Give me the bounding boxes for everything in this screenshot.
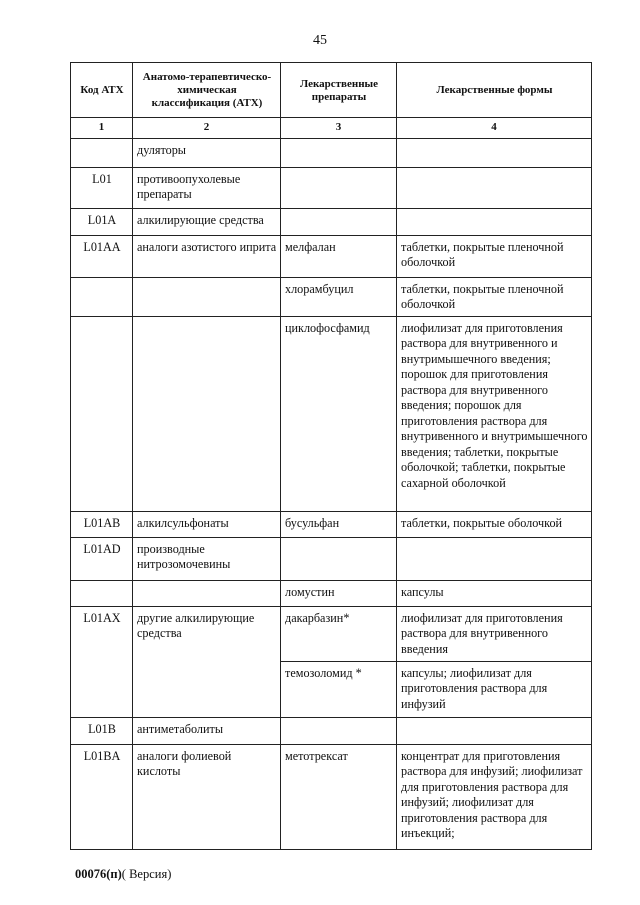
- classification-cell: противоопухолевые препараты: [133, 167, 281, 208]
- column-numbers-row: [71, 118, 592, 139]
- atx-code-cell: L01A: [71, 208, 133, 235]
- drug-cell: циклофосфамид: [281, 316, 397, 511]
- classification-cell: другие алкилирующие средства: [133, 606, 281, 717]
- atx-code-cell: L01BA: [71, 744, 133, 849]
- form-cell: [397, 167, 592, 208]
- drug-cell: хлорамбуцил: [281, 277, 397, 316]
- form-cell: таблетки, покрытые пленочной оболочкой: [397, 235, 592, 277]
- table-row: [71, 277, 592, 316]
- atx-code-cell: [71, 138, 133, 167]
- document-footer: [75, 867, 171, 882]
- atx-table: [70, 62, 592, 850]
- classification-cell: [133, 277, 281, 316]
- atx-code-cell: L01AA: [71, 235, 133, 277]
- atx-code-cell: L01B: [71, 717, 133, 744]
- form-cell: [397, 717, 592, 744]
- classification-cell: алкилирующие средства: [133, 208, 281, 235]
- drug-cell: дакарбазин*: [281, 606, 397, 661]
- table-row: [71, 580, 592, 606]
- drug-cell: [281, 717, 397, 744]
- classification-cell: [133, 580, 281, 606]
- column-number: 3: [281, 118, 397, 139]
- form-cell: лиофилизат для приготовления раствора для внутривенного и внутримышечного введения; порошок для приготовления раствора для внутривенного введения; порошок для приготовления раствора для внутривенного и внутримышечного введения; таблетки, покрытые оболочкой; таблетки, покрытые сахарной оболочкой: [397, 316, 592, 511]
- header-drugs: Лекарственные препараты: [281, 63, 397, 118]
- form-cell: [397, 537, 592, 580]
- column-number: 2: [133, 118, 281, 139]
- classification-cell: [133, 316, 281, 511]
- form-cell: капсулы; лиофилизат для приготовления раствора для инфузий: [397, 661, 592, 717]
- drug-cell: ломустин: [281, 580, 397, 606]
- classification-cell: аналоги азотистого иприта: [133, 235, 281, 277]
- atx-code-cell: L01AX: [71, 606, 133, 717]
- table-row: [71, 537, 592, 580]
- drug-cell: [281, 138, 397, 167]
- form-cell: концентрат для приготовления раствора для инфузий; лиофилизат для приготовления раствора для инфузий; лиофилизат для приготовления раствора для инъекций;: [397, 744, 592, 849]
- drug-cell: метотрексат: [281, 744, 397, 849]
- form-cell: [397, 138, 592, 167]
- form-cell: таблетки, покрытые пленочной оболочкой: [397, 277, 592, 316]
- header-classification: Анатомо-терапевтическо-химическая классификация (АТХ): [133, 63, 281, 118]
- header-code: Код АТХ: [71, 63, 133, 118]
- table-row: [71, 208, 592, 235]
- table-row: [71, 606, 592, 661]
- form-cell: таблетки, покрытые оболочкой: [397, 511, 592, 537]
- drug-cell: бусульфан: [281, 511, 397, 537]
- classification-cell: антиметаболиты: [133, 717, 281, 744]
- form-cell: [397, 208, 592, 235]
- classification-cell: аналоги фолиевой кислоты: [133, 744, 281, 849]
- table-row: [71, 167, 592, 208]
- header-forms: Лекарственные формы: [397, 63, 592, 118]
- table-row: [71, 138, 592, 167]
- column-number: 4: [397, 118, 592, 139]
- drug-cell: темозоломид *: [281, 661, 397, 717]
- atx-code-cell: [71, 580, 133, 606]
- table-row: [71, 511, 592, 537]
- classification-cell: производные нитрозомочевины: [133, 537, 281, 580]
- drug-cell: [281, 167, 397, 208]
- classification-cell: дуляторы: [133, 138, 281, 167]
- drug-cell: [281, 537, 397, 580]
- table-row: [71, 235, 592, 277]
- table-row: [71, 717, 592, 744]
- table-header-row: [71, 63, 592, 118]
- document-version: ( Версия): [121, 867, 172, 881]
- atx-code-cell: L01: [71, 167, 133, 208]
- atx-code-cell: [71, 316, 133, 511]
- page-number: 45: [313, 33, 327, 48]
- atx-code-cell: [71, 277, 133, 316]
- form-cell: капсулы: [397, 580, 592, 606]
- table-row: [71, 744, 592, 849]
- column-number: 1: [71, 118, 133, 139]
- table-row: [71, 316, 592, 511]
- drug-cell: мелфалан: [281, 235, 397, 277]
- atx-code-cell: L01AD: [71, 537, 133, 580]
- drug-cell: [281, 208, 397, 235]
- form-cell: лиофилизат для приготовления раствора для внутривенного введения: [397, 606, 592, 661]
- atx-code-cell: L01AB: [71, 511, 133, 537]
- document-code: 00076(п): [75, 867, 122, 881]
- classification-cell: алкилсульфонаты: [133, 511, 281, 537]
